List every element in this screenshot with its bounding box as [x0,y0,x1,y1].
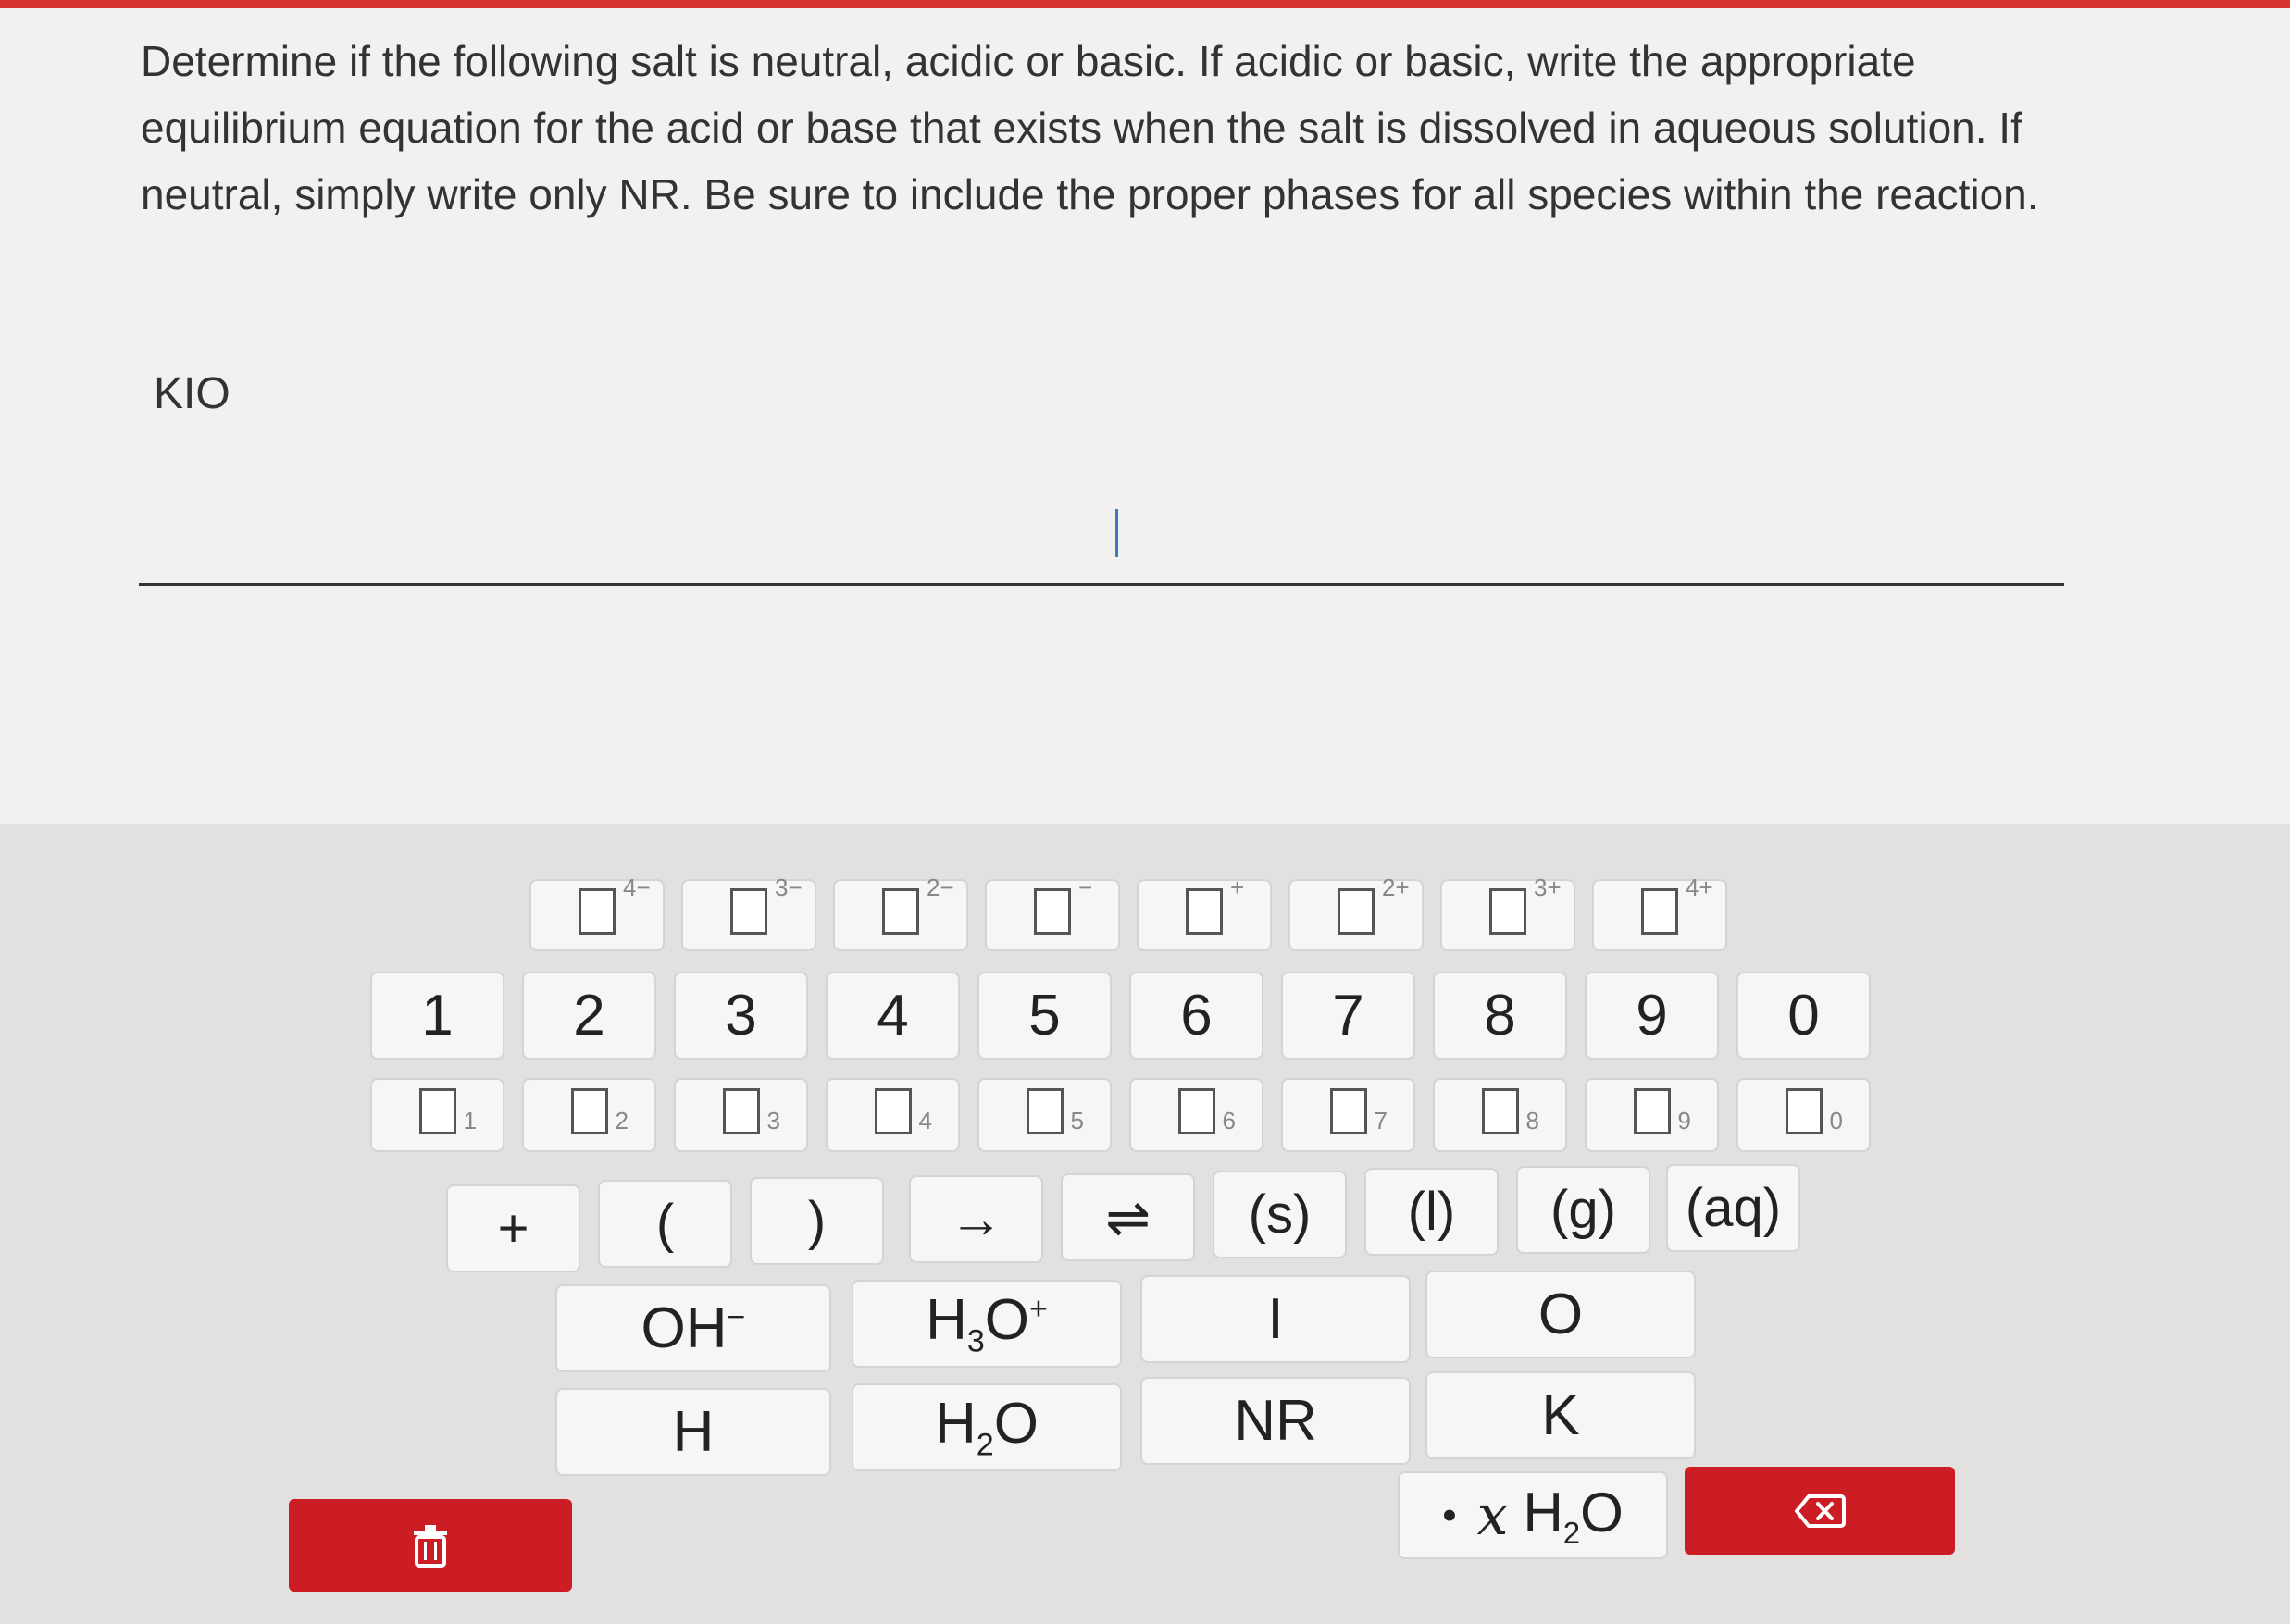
superscript-2-plus-key[interactable]: 2+ [1288,879,1424,951]
superscript-minus-key[interactable]: − [985,879,1120,951]
hydronium-key[interactable]: $H_3O^+$ [852,1280,1122,1368]
subscript-8-key[interactable]: 8 [1433,1078,1567,1152]
top-accent-bar [0,0,2290,8]
hydrate-key[interactable]: • x $H_2O$ [1398,1471,1668,1559]
close-paren-key[interactable]: ) [750,1177,884,1265]
subscript-3-key[interactable]: 3 [674,1078,808,1152]
digit-2-key[interactable]: 2 [522,972,656,1060]
trash-icon [410,1523,451,1568]
subscript-1-key[interactable]: 1 [370,1078,504,1152]
open-paren-key[interactable]: ( [598,1180,732,1268]
backspace-button[interactable] [1685,1467,1955,1555]
superscript-2-minus-key[interactable]: 2− [833,879,968,951]
iodine-key[interactable]: I [1140,1275,1411,1363]
digit-0-key[interactable]: 0 [1736,972,1871,1060]
backspace-icon [1794,1494,1846,1529]
superscript-4-minus-key[interactable]: 4− [529,879,665,951]
no-reaction-key[interactable]: NR [1140,1377,1411,1465]
hydrogen-key[interactable]: H [555,1388,831,1476]
digit-5-key[interactable]: 5 [977,972,1112,1060]
water-key[interactable]: $H_2O$ [852,1383,1122,1471]
phase-gas-key[interactable]: (g) [1516,1166,1650,1254]
superscript-4-plus-key[interactable]: 4+ [1592,879,1727,951]
subscript-5-key[interactable]: 5 [977,1078,1112,1152]
digit-6-key[interactable]: 6 [1129,972,1263,1060]
digit-8-key[interactable]: 8 [1433,972,1567,1060]
potassium-key[interactable]: K [1425,1371,1696,1459]
subscript-7-key[interactable]: 7 [1281,1078,1415,1152]
digit-9-key[interactable]: 9 [1585,972,1719,1060]
subscript-6-key[interactable]: 6 [1129,1078,1263,1152]
equilibrium-arrow-key[interactable]: ⇌ [1061,1173,1195,1261]
reaction-arrow-key[interactable]: → [909,1175,1043,1263]
superscript-3-plus-key[interactable]: 3+ [1440,879,1575,951]
subscript-9-key[interactable]: 9 [1585,1078,1719,1152]
superscript-plus-key[interactable]: + [1137,879,1272,951]
digit-4-key[interactable]: 4 [826,972,960,1060]
text-cursor [1115,509,1118,557]
superscript-3-minus-key[interactable]: 3− [681,879,816,951]
hydroxide-key[interactable]: OH− [555,1284,831,1372]
subscript-4-key[interactable]: 4 [826,1078,960,1152]
clear-button[interactable] [289,1499,572,1592]
plus-key[interactable]: + [446,1184,580,1272]
digit-7-key[interactable]: 7 [1281,972,1415,1060]
compound-formula: KIO [154,369,230,418]
digit-3-key[interactable]: 3 [674,972,808,1060]
oxygen-key[interactable]: O [1425,1271,1696,1358]
question-prompt: Determine if the following salt is neutral, acidic or basic. If acidic or basic, write the appropriate equilibrium equation for the acid or base that exists when the salt is dissolved in aqueous solution. If neutral, simply write only NR. Be sure to include the proper phases for all species within the reaction. [141,37,2039,218]
answer-input[interactable] [139,481,2064,586]
subscript-2-key[interactable]: 2 [522,1078,656,1152]
digit-1-key[interactable]: 1 [370,972,504,1060]
subscript-0-key[interactable]: 0 [1736,1078,1871,1152]
phase-solid-key[interactable]: (s) [1213,1171,1347,1258]
phase-aqueous-key[interactable]: (aq) [1666,1164,1800,1252]
phase-liquid-key[interactable]: (l) [1364,1168,1499,1256]
